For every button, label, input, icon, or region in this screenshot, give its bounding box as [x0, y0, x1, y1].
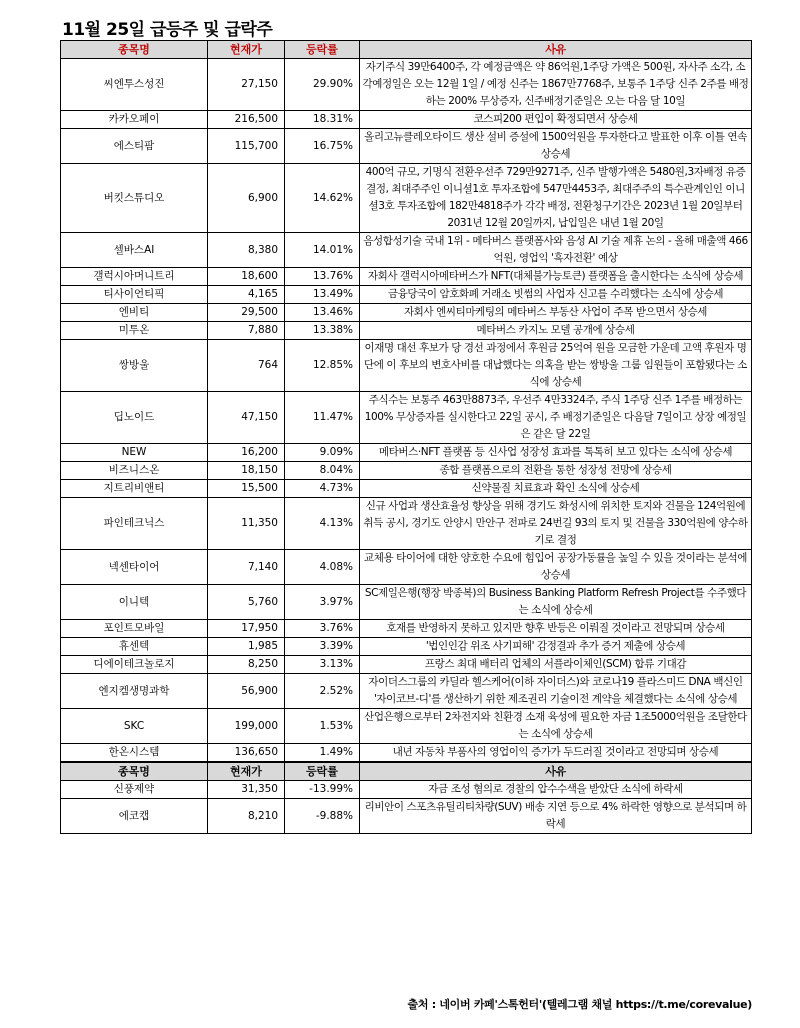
table-row: [61, 322, 752, 340]
stock-name: 신풍제약: [61, 781, 208, 799]
table-row: [61, 744, 752, 763]
stock-price: 16,200: [208, 444, 285, 462]
stock-reason: 교체용 타이어에 대한 양호한 수요에 힘입어 공장가동률을 높일 수 있을 것이라는 분석에 상승세: [360, 550, 752, 585]
table-row: [61, 268, 752, 286]
stock-name: 이니텍: [61, 585, 208, 620]
stock-reason: 호재를 반영하지 못하고 있지만 향후 반등은 이뤄질 것이라고 전망되며 상승세: [360, 620, 752, 638]
stock-table: [60, 40, 752, 834]
stock-price: 8,380: [208, 233, 285, 268]
stock-price: 6,900: [208, 164, 285, 233]
stock-change-rate: 29.90%: [285, 59, 360, 111]
stock-name: 디에이테크놀로지: [61, 656, 208, 674]
stock-name: 티사이언티픽: [61, 286, 208, 304]
table-row: [61, 111, 752, 129]
stock-change-rate: 18.31%: [285, 111, 360, 129]
stock-reason: SC제일은행(행장 박종복)의 Business Banking Platform Refresh Project를 수주했다는 소식에 상승세: [360, 585, 752, 620]
table-row: [61, 781, 752, 799]
table-row: [61, 129, 752, 164]
stock-name: 쌍방울: [61, 340, 208, 392]
stock-name: 한온시스템: [61, 744, 208, 763]
stock-change-rate: 2.52%: [285, 674, 360, 709]
stock-change-rate: -13.99%: [285, 781, 360, 799]
stock-change-rate: 16.75%: [285, 129, 360, 164]
stock-reason: 내년 자동차 부품사의 영업이익 증가가 두드러질 것이라고 전망되며 상승세: [360, 744, 752, 763]
stock-change-rate: 3.76%: [285, 620, 360, 638]
stock-reason: 산업은행으로부터 2차전지와 친환경 소재 육성에 필요한 자금 1조5000억원을 조달한다는 소식에 상승세: [360, 709, 752, 744]
stock-reason: 신규 사업과 생산효율성 향상을 위해 경기도 화성시에 위치한 토지와 건물을 124억원에 취득 공시, 경기도 안양시 만안구 전파로 24번길 93의 토지 및 건물을 330억원에 양수하기로 결정: [360, 498, 752, 550]
stock-name: 딥노이드: [61, 392, 208, 444]
stock-price: 8,250: [208, 656, 285, 674]
stock-reason: 올리고뉴클레오타이드 생산 설비 증설에 1500억원을 투자한다고 발표한 이후 이틀 연속 상승세: [360, 129, 752, 164]
stock-reason: 자회사 엔씨티마케팅의 메타버스 부동산 사업이 주목 받으면서 상승세: [360, 304, 752, 322]
stock-reason: 주식수는 보통주 463만8873주, 우선주 4만3324주, 주식 1주당 신주 1주를 배정하는 100% 무상증자를 실시한다고 22일 공시, 주 배정기준일은 다음달 7일이고 상장 예정일은 같은 달 22일: [360, 392, 752, 444]
stock-change-rate: 1.49%: [285, 744, 360, 763]
stock-price: 18,150: [208, 462, 285, 480]
table-row: [61, 462, 752, 480]
stock-change-rate: 3.13%: [285, 656, 360, 674]
stock-price: 199,000: [208, 709, 285, 744]
table-row: [61, 480, 752, 498]
stock-name: 비즈니스온: [61, 462, 208, 480]
stock-price: 56,900: [208, 674, 285, 709]
header-reason: 사유: [360, 41, 752, 59]
header-price: 현재가: [208, 41, 285, 59]
stock-name: 휴센텍: [61, 638, 208, 656]
stock-change-rate: 1.53%: [285, 709, 360, 744]
stock-price: 136,650: [208, 744, 285, 763]
stock-change-rate: 13.49%: [285, 286, 360, 304]
stock-name: 에스티팜: [61, 129, 208, 164]
stock-name: 넥센타이어: [61, 550, 208, 585]
table-row: [61, 550, 752, 585]
stock-reason: 메타버스 카지노 모델 공개에 상승세: [360, 322, 752, 340]
stock-change-rate: 13.76%: [285, 268, 360, 286]
stock-price: 5,760: [208, 585, 285, 620]
stock-change-rate: 4.13%: [285, 498, 360, 550]
stock-reason: 이재명 대선 후보가 당 경선 과정에서 후원금 25억여 원을 모금한 가운데 고액 후원자 명단에 이 후보의 변호사비를 대납했다는 의혹을 받는 쌍방울 그룹 임원들이 포함됐다는 소식에 상승세: [360, 340, 752, 392]
stock-price: 7,140: [208, 550, 285, 585]
stock-change-rate: 12.85%: [285, 340, 360, 392]
stock-name: SKC: [61, 709, 208, 744]
table-row: [61, 585, 752, 620]
stock-change-rate: 14.62%: [285, 164, 360, 233]
stock-price: 17,950: [208, 620, 285, 638]
stock-name: 셀바스AI: [61, 233, 208, 268]
header-name: 종목명: [61, 41, 208, 59]
rising-header-row: [61, 41, 752, 59]
stock-reason: 리비안이 스포츠유틸리티차량(SUV) 배송 지연 등으로 4% 하락한 영향으로 분석되며 하락세: [360, 799, 752, 834]
stock-name: 지트리비앤티: [61, 480, 208, 498]
stock-change-rate: 11.47%: [285, 392, 360, 444]
table-row: [61, 233, 752, 268]
table-row: [61, 340, 752, 392]
stock-price: 764: [208, 340, 285, 392]
stock-price: 4,165: [208, 286, 285, 304]
stock-name: 에코캡: [61, 799, 208, 834]
stock-change-rate: 13.46%: [285, 304, 360, 322]
source-note: 출처 : 네이버 카페'스톡헌터'(텔레그램 채널 https://t.me/corevalue): [407, 998, 752, 1011]
table-row: [61, 638, 752, 656]
table-row: [61, 286, 752, 304]
stock-name: 갤럭시아머니트리: [61, 268, 208, 286]
table-row: [61, 674, 752, 709]
stock-name: 엔비티: [61, 304, 208, 322]
table-row: [61, 656, 752, 674]
stock-change-rate: 8.04%: [285, 462, 360, 480]
stock-price: 11,350: [208, 498, 285, 550]
stock-price: 216,500: [208, 111, 285, 129]
stock-reason: 프랑스 최대 배터리 업체의 서플라이체인(SCM) 합류 기대감: [360, 656, 752, 674]
stock-price: 15,500: [208, 480, 285, 498]
stock-change-rate: 13.38%: [285, 322, 360, 340]
table-row: [61, 304, 752, 322]
header-reason: 사유: [360, 762, 752, 781]
header-rate: 등락률: [285, 41, 360, 59]
stock-reason: 자회사 갤럭시아메타버스가 NFT(대체불가능토큰) 플랫폼을 출시한다는 소식에 상승세: [360, 268, 752, 286]
stock-change-rate: 14.01%: [285, 233, 360, 268]
stock-name: 카카오페이: [61, 111, 208, 129]
page-title: 11월 25일 급등주 및 급락주: [62, 20, 273, 40]
table-row: [61, 799, 752, 834]
stock-price: 31,350: [208, 781, 285, 799]
stock-reason: 종합 플랫폼으로의 전환을 통한 성장성 전망에 상승세: [360, 462, 752, 480]
stock-reason: 메타버스·NFT 플랫폼 등 신사업 성장성 효과를 톡톡히 보고 있다는 소식에 상승세: [360, 444, 752, 462]
stock-name: 씨엔투스성진: [61, 59, 208, 111]
stock-reason: 코스피200 편입이 확정되면서 상승세: [360, 111, 752, 129]
stock-price: 29,500: [208, 304, 285, 322]
stock-price: 18,600: [208, 268, 285, 286]
table-row: [61, 620, 752, 638]
stock-name: 파인테크닉스: [61, 498, 208, 550]
stock-name: 포인트모바일: [61, 620, 208, 638]
stock-price: 27,150: [208, 59, 285, 111]
stock-reason: '법인인감 위조 사기피해' 감정결과 추가 증거 제출에 상승세: [360, 638, 752, 656]
stock-price: 8,210: [208, 799, 285, 834]
stock-change-rate: 9.09%: [285, 444, 360, 462]
stock-change-rate: 4.08%: [285, 550, 360, 585]
stock-name: 버킷스튜디오: [61, 164, 208, 233]
stock-change-rate: 3.97%: [285, 585, 360, 620]
falling-header-row: [61, 762, 752, 781]
stock-reason: 음성합성기술 국내 1위 - 메타버스 플랫폼사와 음성 AI 기술 제휴 논의 - 올해 매출액 466억원, 영업익 '흑자전환' 예상: [360, 233, 752, 268]
falling-stocks: [61, 762, 752, 834]
table-row: [61, 392, 752, 444]
stock-change-rate: -9.88%: [285, 799, 360, 834]
stock-price: 115,700: [208, 129, 285, 164]
stock-price: 47,150: [208, 392, 285, 444]
stock-name: 엔지켐생명과학: [61, 674, 208, 709]
stock-reason: 자금 조성 혐의로 경찰의 압수수색을 받았단 소식에 하락세: [360, 781, 752, 799]
stock-change-rate: 4.73%: [285, 480, 360, 498]
rising-stocks: [61, 59, 752, 763]
stock-reason: 자기주식 39만6400주, 각 예정금액은 약 86억원,1주당 가액은 500원, 자사주 소각, 소각예정일은 오는 12월 1일 / 예정 신주는 1867만7768주, 보통주 1주당 신주 2주를 배정하는 200% 무상증자, 신주배정기준일은 오는 다음 달 10일: [360, 59, 752, 111]
table-row: [61, 59, 752, 111]
table-row: [61, 709, 752, 744]
header-name: 종목명: [61, 762, 208, 781]
stock-name: 미투온: [61, 322, 208, 340]
table-row: [61, 444, 752, 462]
stock-change-rate: 3.39%: [285, 638, 360, 656]
table-row: [61, 498, 752, 550]
stock-reason: 400억 규모, 기명식 전환우선주 729만9271주, 신주 발행가액은 5480원,3자배정 유증 결정, 최대주주인 이니셜1호 투자조합에 547만4453주, 최대주주의 특수관계인인 이니셜3호 투자조합에 182만4818주가 각각 배정, 전환청구기간은 2023년 1월 20일부터 2031년 12월 20일까지, 납입일은 내년 1월 20일: [360, 164, 752, 233]
header-rate: 등락률: [285, 762, 360, 781]
stock-name: NEW: [61, 444, 208, 462]
table-row: [61, 164, 752, 233]
stock-reason: 신약물질 치료효과 확인 소식에 상승세: [360, 480, 752, 498]
stock-reason: 금융당국이 암호화폐 거래소 빗썸의 사업자 신고를 수리했다는 소식에 상승세: [360, 286, 752, 304]
stock-reason: 자이더스그룹의 카딜라 헬스케어(이하 자이더스)와 코로나19 플라스미드 DNA 백신인 '자이코브-디'를 생산하기 위한 제조권리 기술이전 계약을 체결했다는 소식에 상승세: [360, 674, 752, 709]
stock-price: 7,880: [208, 322, 285, 340]
stock-price: 1,985: [208, 638, 285, 656]
header-price: 현재가: [208, 762, 285, 781]
